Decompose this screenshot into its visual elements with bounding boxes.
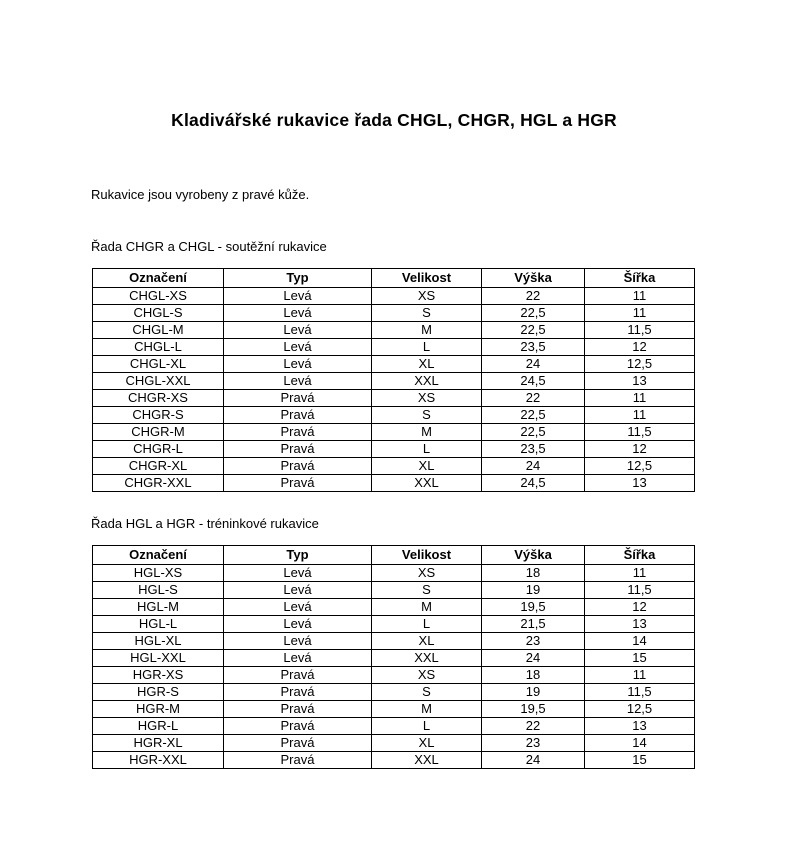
table-cell: 18 [482,667,585,684]
table-cell: Pravá [224,458,372,475]
table-row [93,599,695,616]
table-cell: S [372,407,482,424]
table-cell: 11 [585,390,695,407]
table-cell: Pravá [224,424,372,441]
table-cell: HGL-XS [93,565,224,582]
table-cell: HGR-M [93,701,224,718]
page-title: Kladivářské rukavice řada CHGL, CHGR, HGL a HGR [171,110,617,130]
table-cell: S [372,582,482,599]
table-cell: HGR-L [93,718,224,735]
table-row [93,684,695,701]
table-cell: 19 [482,582,585,599]
table-cell: L [372,441,482,458]
table-cell: 13 [585,616,695,633]
table-row [93,288,695,305]
table-row [93,475,695,492]
table-cell: 24 [482,650,585,667]
table-header-cell: Šířka [585,546,695,565]
table-cell: 11,5 [585,322,695,339]
table-cell: XL [372,633,482,650]
table-cell: L [372,339,482,356]
table-cell: Levá [224,582,372,599]
table-cell: L [372,616,482,633]
table-row [93,752,695,769]
training-gloves-table [92,545,695,769]
table-cell: CHGL-S [93,305,224,322]
table-header-cell: Typ [224,546,372,565]
table-cell: CHGL-L [93,339,224,356]
table-caption-training: Řada HGL a HGR - tréninkové rukavice [91,516,319,531]
table-cell: Levá [224,633,372,650]
table-header-cell: Typ [224,269,372,288]
table-row [93,565,695,582]
table-cell: 19,5 [482,701,585,718]
table-cell: Levá [224,288,372,305]
table-cell: 12 [585,599,695,616]
table-cell: S [372,684,482,701]
table-cell: 14 [585,633,695,650]
table-header-row [93,546,695,565]
table-cell: M [372,599,482,616]
competition-gloves-table [92,268,695,492]
table-cell: 12,5 [585,701,695,718]
table-cell: 23,5 [482,441,585,458]
table-row [93,458,695,475]
table-cell: 23,5 [482,339,585,356]
table-cell: 22,5 [482,322,585,339]
table-cell: HGR-XXL [93,752,224,769]
table-cell: 11 [585,667,695,684]
table-cell: 12,5 [585,458,695,475]
table-cell: HGL-S [93,582,224,599]
table-cell: XS [372,288,482,305]
table-row [93,390,695,407]
table-cell: Levá [224,565,372,582]
table-cell: 13 [585,373,695,390]
table-cell: M [372,701,482,718]
table-cell: 11 [585,305,695,322]
table-cell: 11,5 [585,582,695,599]
table-row [93,633,695,650]
table-cell: 24,5 [482,475,585,492]
table-cell: 13 [585,718,695,735]
table-cell: CHGL-XS [93,288,224,305]
table-cell: Pravá [224,475,372,492]
table-cell: Pravá [224,667,372,684]
table-cell: HGL-L [93,616,224,633]
table-cell: Pravá [224,407,372,424]
table-cell: XL [372,735,482,752]
table-cell: 19 [482,684,585,701]
table-cell: CHGR-M [93,424,224,441]
table-row [93,356,695,373]
table-cell: L [372,718,482,735]
table-cell: HGR-XL [93,735,224,752]
table-cell: 11,5 [585,684,695,701]
table-cell: XL [372,458,482,475]
table-cell: M [372,424,482,441]
table-cell: Pravá [224,752,372,769]
table-row [93,582,695,599]
table-cell: 22,5 [482,407,585,424]
table-cell: 11 [585,288,695,305]
table-row [93,650,695,667]
table-cell: HGL-M [93,599,224,616]
table-cell: 23 [482,633,585,650]
table-cell: XS [372,565,482,582]
table-row [93,305,695,322]
table-header-cell: Výška [482,269,585,288]
table-cell: Levá [224,356,372,373]
table-cell: 12,5 [585,356,695,373]
table-cell: Levá [224,599,372,616]
table-row [93,339,695,356]
table-cell: Levá [224,650,372,667]
table-cell: Pravá [224,718,372,735]
table-cell: 22 [482,718,585,735]
table-cell: HGR-S [93,684,224,701]
table-cell: CHGL-XL [93,356,224,373]
table-row [93,322,695,339]
table-cell: 12 [585,339,695,356]
table-cell: 22,5 [482,424,585,441]
table-header-cell: Šířka [585,269,695,288]
table-cell: CHGR-XL [93,458,224,475]
table-cell: Pravá [224,735,372,752]
table-header-cell: Označení [93,546,224,565]
table-cell: Levá [224,373,372,390]
table-cell: 22 [482,390,585,407]
table-cell: 11 [585,407,695,424]
table-header-row [93,269,695,288]
table-cell: CHGL-XXL [93,373,224,390]
table-cell: Pravá [224,701,372,718]
table-cell: XXL [372,650,482,667]
table-caption-competition: Řada CHGR a CHGL - soutěžní rukavice [91,239,327,254]
intro-paragraph: Rukavice jsou vyrobeny z pravé kůže. [91,187,310,202]
table-cell: XXL [372,752,482,769]
table-cell: 24,5 [482,373,585,390]
table-cell: HGR-XS [93,667,224,684]
table-header-cell: Označení [93,269,224,288]
table-cell: Levá [224,322,372,339]
table-cell: CHGL-M [93,322,224,339]
table-cell: HGL-XL [93,633,224,650]
table-cell: Pravá [224,684,372,701]
table-cell: XXL [372,475,482,492]
table-cell: 22,5 [482,305,585,322]
table-cell: 22 [482,288,585,305]
table-cell: CHGR-L [93,441,224,458]
table-cell: Levá [224,305,372,322]
table-cell: CHGR-XXL [93,475,224,492]
table-cell: 23 [482,735,585,752]
table-cell: HGL-XXL [93,650,224,667]
table-cell: 11,5 [585,424,695,441]
table-cell: 14 [585,735,695,752]
table-header-cell: Velikost [372,546,482,565]
table-cell: CHGR-XS [93,390,224,407]
table-row [93,441,695,458]
table-cell: 11 [585,565,695,582]
table-cell: 12 [585,441,695,458]
table-header-cell: Výška [482,546,585,565]
table-cell: 24 [482,458,585,475]
table-header-cell: Velikost [372,269,482,288]
table-row [93,407,695,424]
table-cell: 15 [585,752,695,769]
table-cell: XL [372,356,482,373]
table-cell: 13 [585,475,695,492]
table-row [93,616,695,633]
table-cell: Levá [224,616,372,633]
table-cell: 19,5 [482,599,585,616]
table-cell: M [372,322,482,339]
table-cell: XXL [372,373,482,390]
table-row [93,667,695,684]
table-cell: CHGR-S [93,407,224,424]
table-cell: Levá [224,339,372,356]
table-cell: 15 [585,650,695,667]
table-cell: S [372,305,482,322]
table-row [93,424,695,441]
table-cell: XS [372,390,482,407]
table-row [93,718,695,735]
table-cell: 21,5 [482,616,585,633]
table-row [93,701,695,718]
table-row [93,373,695,390]
table-row [93,735,695,752]
table-cell: XS [372,667,482,684]
table-cell: 24 [482,356,585,373]
table-cell: Pravá [224,441,372,458]
table-cell: 18 [482,565,585,582]
table-cell: 24 [482,752,585,769]
table-cell: Pravá [224,390,372,407]
